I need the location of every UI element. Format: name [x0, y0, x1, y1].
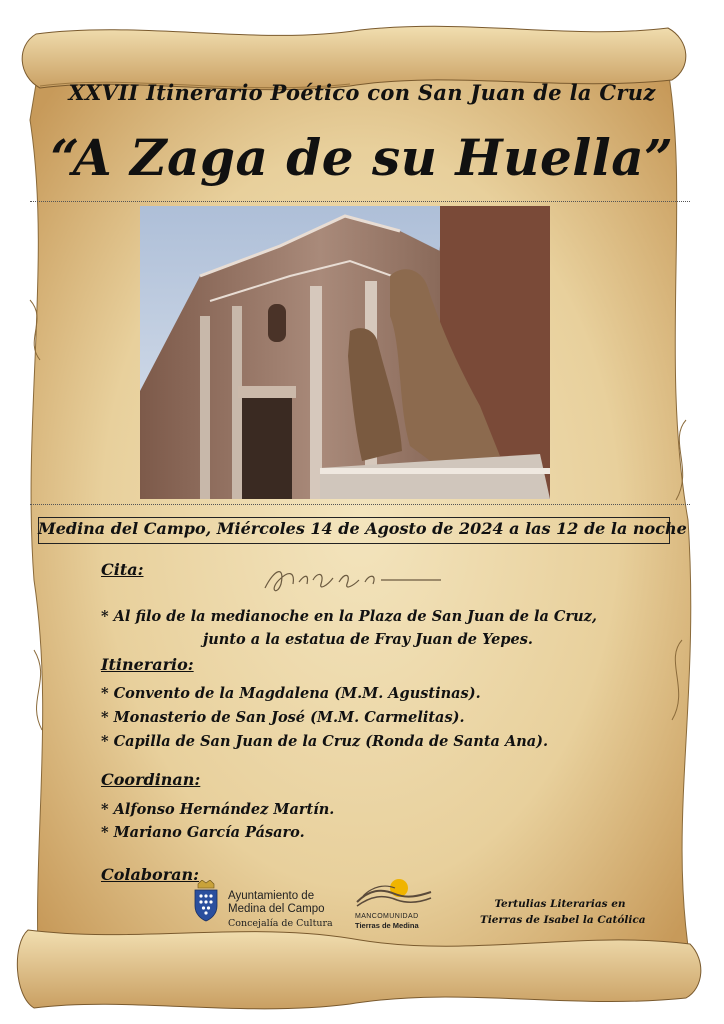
coordinan-heading: Coordinan: — [101, 770, 201, 789]
event-date-line: Medina del Campo, Miércoles 14 de Agosto de 2024 a las 12 de la noche — [38, 519, 687, 538]
mancomunidad-line-1: MANCOMUNIDAD — [355, 913, 419, 920]
signature-image — [255, 560, 445, 600]
itinerario-item-3: * Capilla de San Juan de la Cruz (Ronda de Santa Ana). — [101, 733, 549, 750]
coordinan-item-1: * Alfonso Hernández Martín. — [101, 801, 335, 818]
event-title: “A Zaga de su Huella” — [50, 128, 674, 187]
coat-of-arms-icon — [192, 880, 220, 922]
divider-photo-bottom — [30, 504, 690, 505]
divider-top — [30, 201, 690, 202]
mancomunidad-line-2: Tierras de Medina — [355, 921, 419, 930]
cita-line-1: * Al filo de la medianoche en la Plaza de San Juan de la Cruz, — [101, 608, 597, 625]
concejalia-text: Concejalía de Cultura — [228, 918, 333, 929]
itinerario-item-2: * Monasterio de San José (M.M. Carmelitas). — [101, 709, 465, 726]
itinerario-item-1: * Convento de la Magdalena (M.M. Agustinas). — [101, 685, 481, 702]
ayuntamiento-line-1: Ayuntamiento de — [228, 890, 315, 902]
tertulias-line-1: Tertulias Literarias en — [494, 898, 626, 910]
event-subtitle: XXVII Itinerario Poético con San Juan de la Cruz — [68, 80, 656, 105]
cita-heading: Cita: — [101, 560, 144, 579]
tertulias-line-2: Tierras de Isabel la Católica — [480, 914, 646, 926]
ayuntamiento-line-2: Medina del Campo — [228, 903, 325, 915]
colaboran-heading: Colaboran: — [101, 865, 200, 884]
coordinan-item-2: * Mariano García Pásaro. — [101, 824, 305, 841]
cita-line-2: junto a la estatua de Fray Juan de Yepes. — [203, 631, 533, 648]
mancomunidad-logo-icon — [355, 876, 433, 910]
itinerario-heading: Itinerario: — [101, 655, 194, 674]
church-photo — [140, 206, 550, 499]
